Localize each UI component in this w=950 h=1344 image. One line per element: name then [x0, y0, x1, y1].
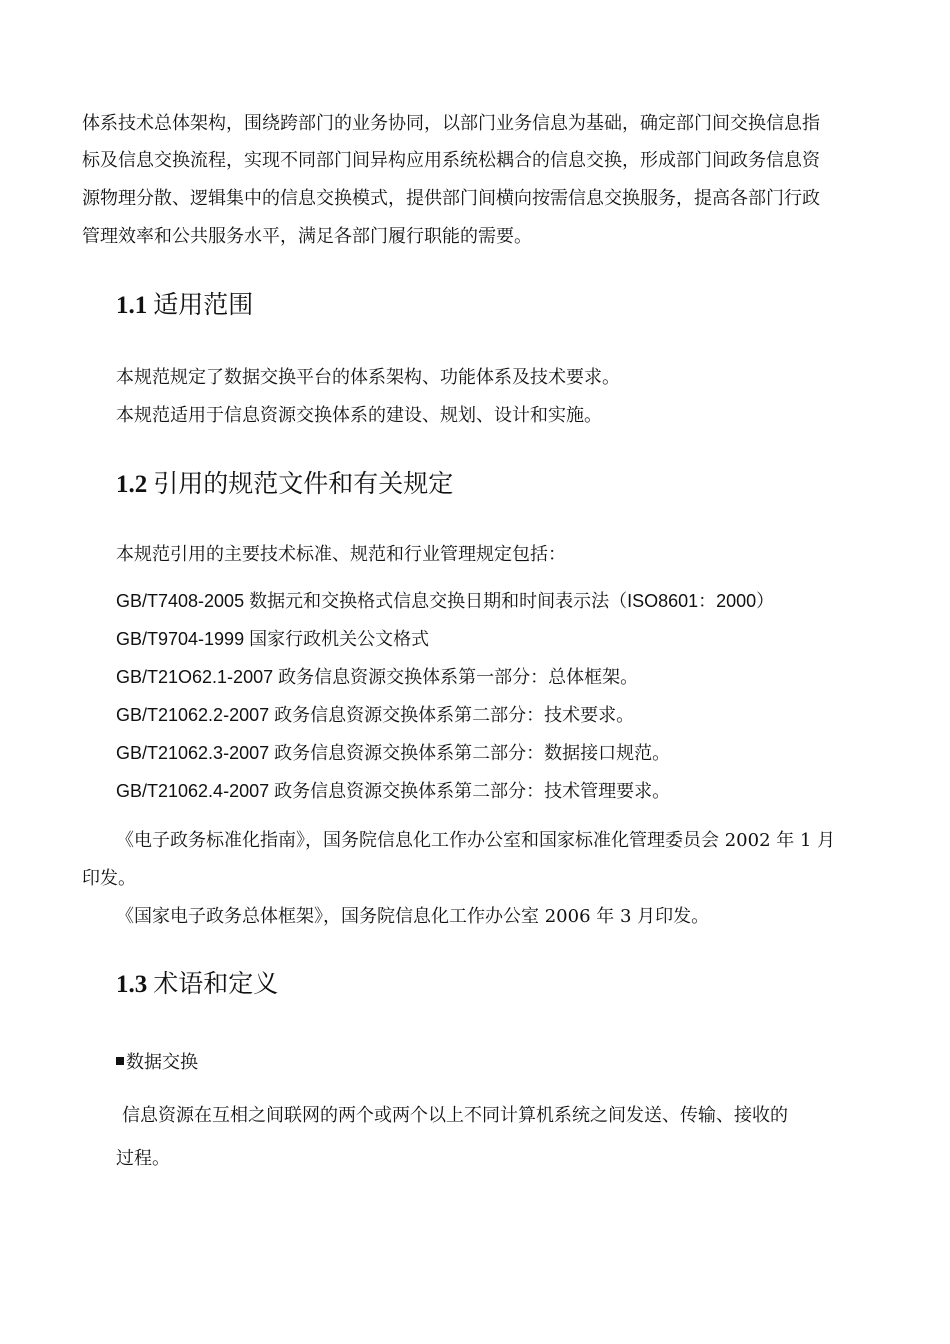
- term-entry: [116, 1051, 198, 1075]
- intro-line-1: 体系技术总体架构，围绕跨部门的业务协同，以部门业务信息为基础，确定部门间交换信息指: [82, 113, 820, 134]
- scope-line-2: 本规范适用于信息资源交换体系的建设、规划、设计和实施。: [116, 405, 602, 426]
- reference-item-continued: 印发。: [82, 868, 136, 889]
- section-number: 1.1: [116, 292, 148, 319]
- intro-line-3: 源物理分散、逻辑集中的信息交换模式，提供部门间横向按需信息交换服务，提高各部门行政: [82, 188, 820, 209]
- term-definition-line-2: 过程。: [116, 1148, 170, 1169]
- standard-item: GB/T21062.3-2007 政务信息资源交换体系第二部分：数据接口规范。: [116, 743, 671, 763]
- square-bullet-icon: [116, 1057, 124, 1065]
- section-heading-1-1: [116, 289, 253, 322]
- intro-line-2: 标及信息交换流程，实现不同部门间异构应用系统松耦合的信息交换，形成部门间政务信息资: [82, 150, 820, 171]
- standard-item: GB/T7408-2005 数据元和交换格式信息交换日期和时间表示法（ISO8601：2000）: [116, 591, 775, 611]
- term-definition-line-1: 信息资源在互相之间联网的两个或两个以上不同计算机系统之间发送、传输、接收的: [122, 1105, 788, 1126]
- section-title: 适用范围: [153, 290, 254, 319]
- section-number: 1.2: [116, 471, 148, 498]
- scope-line-1: 本规范规定了数据交换平台的体系架构、功能体系及技术要求。: [116, 367, 620, 388]
- standard-item: GB/T21O62.1-2007 政务信息资源交换体系第一部分：总体框架。: [116, 667, 639, 687]
- references-intro: 本规范引用的主要技术标准、规范和行业管理规定包括：: [116, 544, 566, 565]
- standard-item: GB/T21062.4-2007 政务信息资源交换体系第二部分：技术管理要求。: [116, 781, 671, 801]
- section-title: 术语和定义: [153, 969, 279, 998]
- term-name: 数据交换: [126, 1052, 198, 1073]
- reference-item: 《国家电子政务总体框架》，国务院信息化工作办公室 2006 年 3 月印发。: [116, 906, 710, 927]
- section-number: 1.3: [116, 971, 148, 998]
- standard-item: GB/T21062.2-2007 政务信息资源交换体系第二部分：技术要求。: [116, 705, 635, 725]
- reference-item: 《电子政务标准化指南》，国务院信息化工作办公室和国家标准化管理委员会 2002 年 1 月: [116, 830, 836, 851]
- section-heading-1-3: [116, 968, 278, 1001]
- section-title: 引用的规范文件和有关规定: [153, 469, 454, 498]
- standard-item: GB/T9704-1999 国家行政机关公文格式: [116, 629, 430, 649]
- section-heading-1-2: [116, 468, 453, 501]
- intro-line-4: 管理效率和公共服务水平，满足各部门履行职能的需要。: [82, 226, 532, 247]
